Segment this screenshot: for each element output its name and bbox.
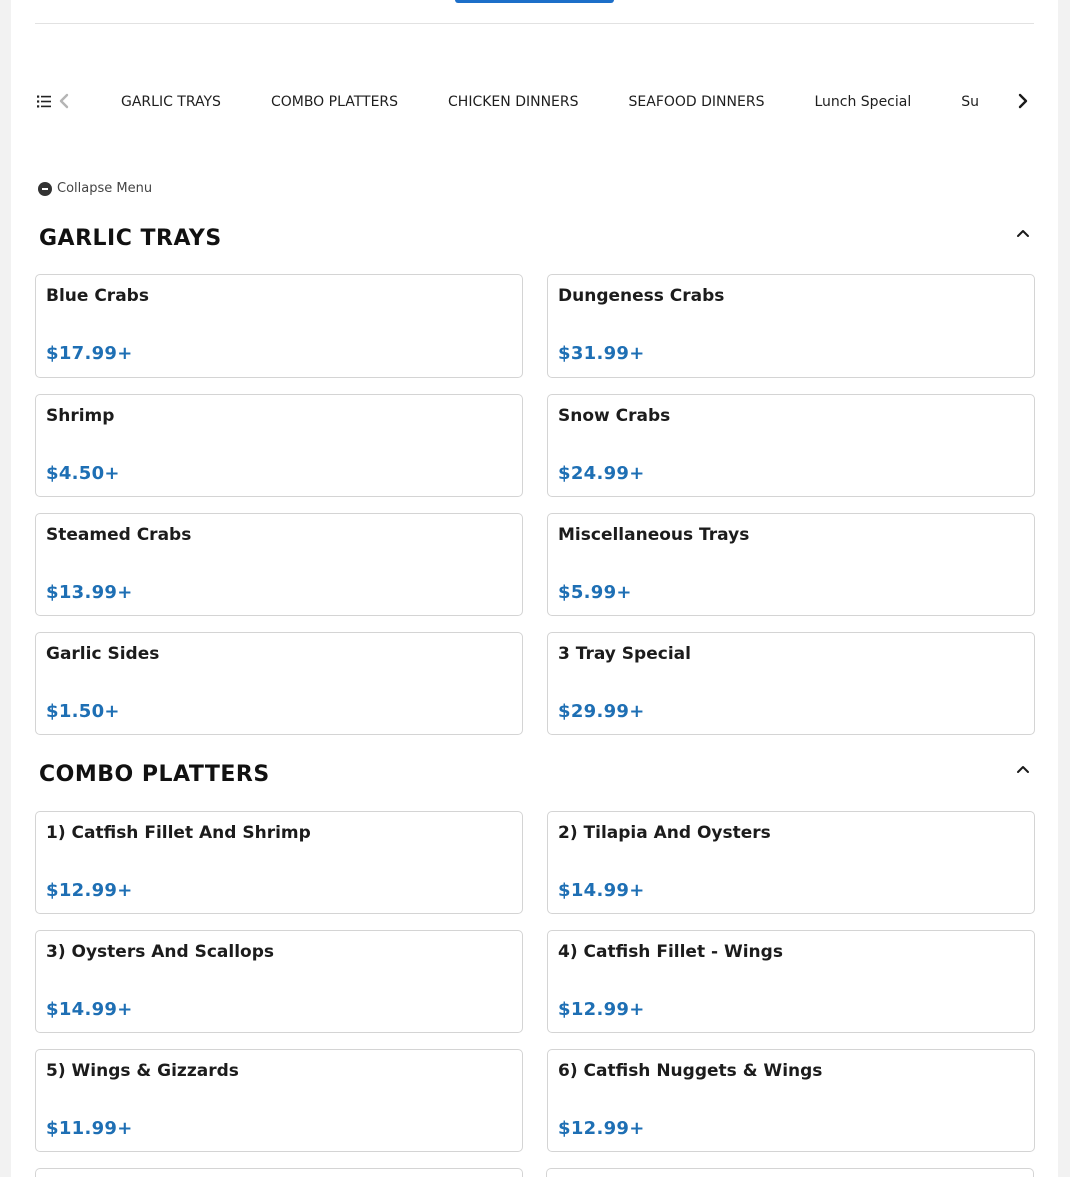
menu-item-name: 1) Catfish Fillet And Shrimp xyxy=(46,823,311,843)
menu-item-name: 3 Tray Special xyxy=(558,644,691,664)
menu-item-card[interactable] xyxy=(35,1168,523,1177)
menu-item-price: $12.99+ xyxy=(46,880,133,901)
menu-item-price: $12.99+ xyxy=(558,1118,645,1139)
menu-grid-combo-platters xyxy=(35,811,1034,1152)
menu-item-price: $14.99+ xyxy=(46,999,133,1020)
menu-item-price: $13.99+ xyxy=(46,582,133,603)
menu-item-card[interactable] xyxy=(35,274,523,378)
menu-item-card[interactable] xyxy=(547,632,1035,735)
menu-item-card[interactable] xyxy=(547,811,1035,914)
menu-item-card[interactable] xyxy=(35,513,523,616)
menu-item-name: Miscellaneous Trays xyxy=(558,525,750,545)
category-tab-seafood-dinners[interactable]: SEAFOOD DINNERS xyxy=(628,94,765,110)
menu-item-card[interactable] xyxy=(35,1049,523,1152)
category-tab-lunch-special[interactable]: Lunch Special xyxy=(814,94,912,110)
category-scroller xyxy=(95,82,1013,122)
menu-item-price: $5.99+ xyxy=(558,582,632,603)
list-icon[interactable] xyxy=(37,95,51,108)
menu-item-name: 2) Tilapia And Oysters xyxy=(558,823,771,843)
menu-item-name: 6) Catfish Nuggets & Wings xyxy=(558,1061,823,1081)
menu-item-card[interactable] xyxy=(35,930,523,1033)
menu-item-name: Dungeness Crabs xyxy=(558,286,725,306)
menu-item-name: Steamed Crabs xyxy=(46,525,192,545)
category-tab-combo-platters[interactable]: COMBO PLATTERS xyxy=(270,94,399,110)
chevron-up-icon[interactable] xyxy=(1016,228,1030,238)
menu-grid-partial-row xyxy=(35,1168,1034,1177)
menu-item-card[interactable] xyxy=(547,513,1035,616)
menu-item-card[interactable] xyxy=(547,274,1035,378)
menu-item-price: $24.99+ xyxy=(558,463,645,484)
menu-item-name: Snow Crabs xyxy=(558,406,671,426)
section-title-combo-platters: COMBO PLATTERS xyxy=(39,762,270,787)
menu-item-name: Garlic Sides xyxy=(46,644,160,664)
menu-page xyxy=(11,0,1058,1177)
chevron-up-icon[interactable] xyxy=(1016,764,1030,774)
menu-item-name: 4) Catfish Fillet - Wings xyxy=(558,942,783,962)
menu-item-price: $17.99+ xyxy=(46,343,133,364)
minus-circle-icon xyxy=(38,182,52,196)
menu-item-card[interactable] xyxy=(35,394,523,497)
category-tab-garlic-trays[interactable]: GARLIC TRAYS xyxy=(121,94,221,110)
menu-item-price: $11.99+ xyxy=(46,1118,133,1139)
top-action-button[interactable] xyxy=(455,0,614,3)
menu-item-price: $14.99+ xyxy=(558,880,645,901)
menu-item-card[interactable] xyxy=(546,1168,1034,1177)
menu-item-price: $1.50+ xyxy=(46,701,120,722)
menu-item-card[interactable] xyxy=(35,811,523,914)
menu-item-card[interactable] xyxy=(547,930,1035,1033)
collapse-menu-label: Collapse Menu xyxy=(57,181,153,196)
menu-item-card[interactable] xyxy=(35,632,523,735)
menu-item-card[interactable] xyxy=(547,1049,1035,1152)
menu-grid-garlic-trays xyxy=(35,274,1034,735)
menu-item-price: $31.99+ xyxy=(558,343,645,364)
category-list xyxy=(95,82,1013,122)
menu-item-name: 3) Oysters And Scallops xyxy=(46,942,275,962)
chevron-left-icon[interactable] xyxy=(59,93,69,109)
menu-item-card[interactable] xyxy=(547,394,1035,497)
collapse-menu-button[interactable] xyxy=(38,181,152,196)
divider xyxy=(35,23,1034,24)
menu-item-price: $4.50+ xyxy=(46,463,120,484)
menu-item-price: $29.99+ xyxy=(558,701,645,722)
category-nav xyxy=(35,82,1034,122)
menu-item-name: 5) Wings & Gizzards xyxy=(46,1061,239,1081)
menu-item-name: Shrimp xyxy=(46,406,115,426)
chevron-right-icon[interactable] xyxy=(1018,93,1028,109)
section-title-garlic-trays: GARLIC TRAYS xyxy=(39,226,222,251)
category-tab-chicken-dinners[interactable]: CHICKEN DINNERS xyxy=(448,94,579,110)
category-tab-truncated[interactable]: Su xyxy=(961,94,979,110)
menu-item-name: Blue Crabs xyxy=(46,286,149,306)
menu-item-price: $12.99+ xyxy=(558,999,645,1020)
